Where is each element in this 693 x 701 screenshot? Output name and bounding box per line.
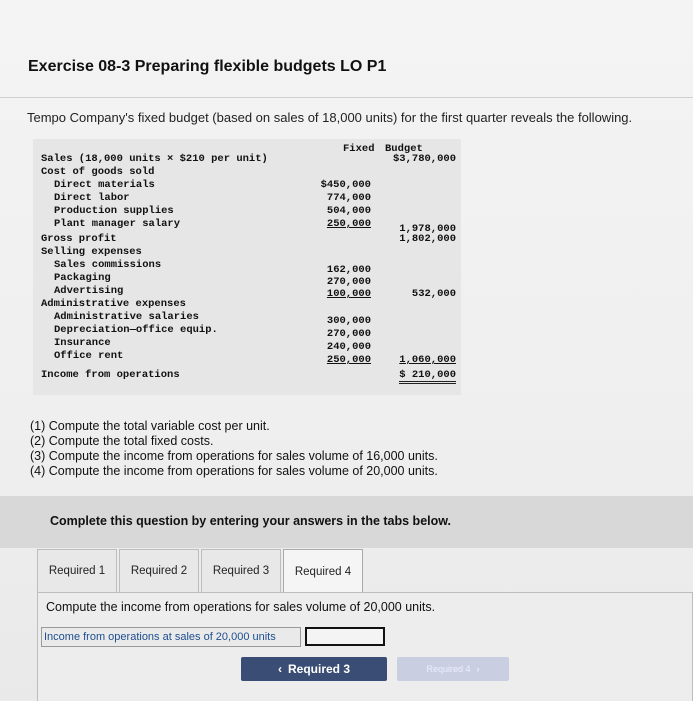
packaging-value: 270,000: [326, 276, 371, 288]
production-supplies-value: 504,000: [326, 205, 371, 217]
administrative-expenses-total: 1,060,000: [399, 354, 456, 366]
question-4: (4) Compute the income from operations for sales volume of 20,000 units.: [30, 464, 438, 478]
answer-label: Income from operations at sales of 20,000 units: [41, 627, 301, 647]
next-button-label: Required 4: [426, 664, 471, 674]
sales-commissions-value: 162,000: [326, 264, 371, 276]
sales-commissions-label: Sales commissions: [54, 259, 162, 271]
instruction-banner: [0, 496, 693, 548]
cogs-label: Cost of goods sold: [41, 166, 155, 178]
chevron-right-icon: ›: [476, 664, 480, 674]
insurance-label: Insurance: [54, 337, 111, 349]
tab-required-4[interactable]: Required 4: [283, 549, 363, 594]
tab-required-1[interactable]: Required 1: [37, 549, 117, 593]
direct-materials-value: $450,000: [320, 179, 371, 191]
next-button[interactable]: [397, 657, 509, 681]
advertising-value: 100,000: [326, 288, 371, 300]
advertising-label: Advertising: [54, 285, 124, 297]
direct-labor-label: Direct labor: [54, 192, 130, 204]
sales-value: $3,780,000: [392, 153, 456, 165]
panel-question: Compute the income from operations for sales volume of 20,000 units.: [46, 600, 436, 614]
production-supplies-label: Production supplies: [54, 205, 174, 217]
direct-labor-value: 774,000: [326, 192, 371, 204]
tab-required-3[interactable]: Required 3: [201, 549, 281, 593]
office-rent-label: Office rent: [54, 350, 124, 362]
question-list: [30, 419, 438, 479]
gross-profit-value: 1,802,000: [399, 233, 456, 245]
tab-required-2[interactable]: Required 2: [119, 549, 199, 593]
administrative-salaries-label: Administrative salaries: [54, 311, 199, 323]
selling-expenses-total: 532,000: [411, 288, 456, 300]
page-title: Exercise 08-3 Preparing flexible budgets LO P1: [28, 58, 387, 75]
income-from-operations-label: Income from operations: [41, 369, 180, 381]
answer-input[interactable]: [305, 627, 385, 646]
tab-panel: [37, 592, 693, 701]
intro-text: Tempo Company's fixed budget (based on sales of 18,000 units) for the first quarter reveals the following.: [27, 110, 633, 125]
insurance-value: 240,000: [326, 341, 371, 353]
plant-manager-salary-value: 250,000: [326, 218, 371, 230]
instruction-text: Complete this question by entering your answers in the tabs below.: [50, 514, 451, 528]
depreciation-label: Depreciation—office equip.: [54, 324, 218, 336]
previous-button[interactable]: [241, 657, 387, 681]
office-rent-value: 250,000: [326, 354, 371, 366]
administrative-salaries-value: 300,000: [326, 315, 371, 327]
cogs-total: 1,978,000: [399, 223, 456, 235]
direct-materials-label: Direct materials: [54, 179, 155, 191]
question-3: (3) Compute the income from operations for sales volume of 16,000 units.: [30, 449, 438, 463]
plant-manager-salary-label: Plant manager salary: [54, 218, 181, 230]
previous-button-label: Required 3: [287, 662, 350, 676]
column-header-budget: Budget: [385, 143, 423, 155]
packaging-label: Packaging: [54, 272, 111, 284]
gross-profit-label: Gross profit: [41, 233, 117, 245]
sales-label: Sales (18,000 units × $210 per unit): [41, 153, 268, 165]
fixed-budget-table: [33, 139, 461, 395]
column-header-fixed: Fixed: [343, 143, 375, 155]
selling-expenses-label: Selling expenses: [41, 246, 142, 258]
question-1: (1) Compute the total variable cost per unit.: [30, 419, 270, 433]
income-from-operations-value: $ 210,000: [399, 369, 456, 384]
chevron-left-icon: ‹: [277, 662, 282, 676]
depreciation-value: 270,000: [326, 328, 371, 340]
divider: [0, 97, 693, 98]
administrative-expenses-label: Administrative expenses: [41, 298, 186, 310]
question-2: (2) Compute the total fixed costs.: [30, 434, 214, 448]
